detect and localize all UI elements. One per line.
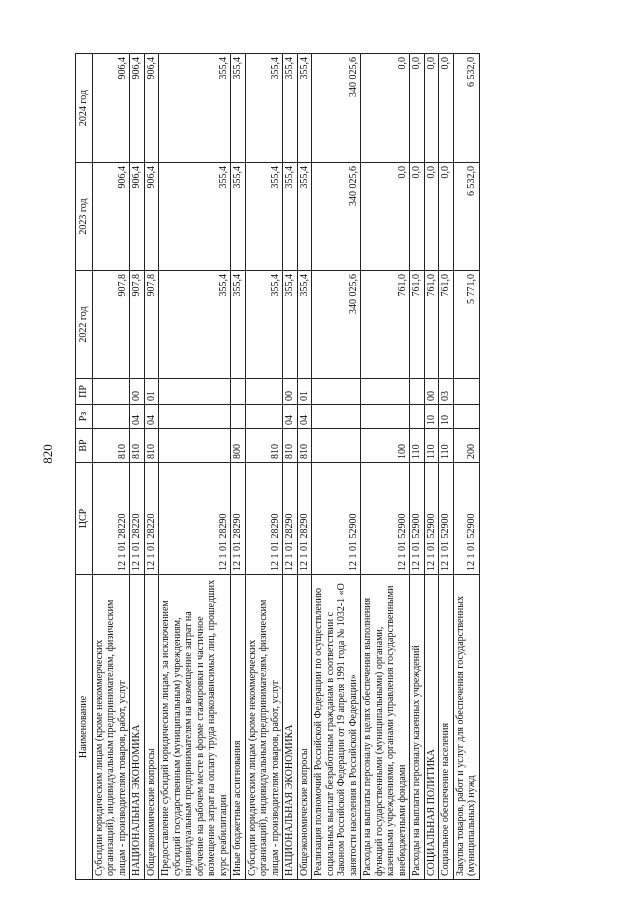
cell-vr bbox=[312, 429, 361, 463]
cell-2022: 340 025,6 bbox=[312, 271, 361, 379]
cell-2023: 6 532,0 bbox=[453, 163, 479, 271]
cell-name: Расходы на выплаты персоналу в целях обеспечения выполнения функций государственными (муниципальными) органами, казенными учреждениями, органами управления государственными внебюджетными фондами bbox=[361, 575, 410, 880]
cell-2022: 355,4 bbox=[231, 271, 246, 379]
table-row bbox=[297, 54, 312, 880]
cell-pr: 01 bbox=[297, 379, 312, 405]
cell-pr bbox=[231, 379, 246, 405]
cell-rz: 10 bbox=[424, 405, 439, 429]
cell-csr: 12 1 01 52900 bbox=[453, 463, 479, 575]
header-pr: ПР bbox=[76, 379, 93, 405]
cell-csr: 12 1 01 52900 bbox=[361, 463, 410, 575]
cell-vr: 810 bbox=[297, 429, 312, 463]
cell-2022: 907,8 bbox=[144, 271, 159, 379]
header-rz: Рз bbox=[76, 405, 93, 429]
table-row bbox=[92, 54, 130, 880]
cell-2023: 355,4 bbox=[245, 163, 283, 271]
table-row bbox=[312, 54, 361, 880]
cell-vr: 110 bbox=[439, 429, 454, 463]
cell-name: Социальное обеспечение населения bbox=[439, 575, 454, 880]
cell-name: Реализация полномочий Российской Федерации по осуществлению социальных выплат безработным гражданам в соответствии с Законом Российской Федерации от 19 апреля 1991 года № 1032-1 «О занятости населения в Российской Федерации» bbox=[312, 575, 361, 880]
cell-2024: 340 025,6 bbox=[312, 54, 361, 163]
cell-2024: 355,4 bbox=[245, 54, 283, 163]
page-number: 820 bbox=[40, 444, 55, 464]
cell-pr bbox=[410, 379, 425, 405]
cell-rz bbox=[361, 405, 410, 429]
cell-2024: 355,4 bbox=[159, 54, 231, 163]
table-row bbox=[361, 54, 410, 880]
cell-2022: 761,0 bbox=[439, 271, 454, 379]
cell-2024: 0,0 bbox=[424, 54, 439, 163]
budget-table bbox=[75, 53, 480, 880]
cell-vr: 100 bbox=[361, 429, 410, 463]
cell-rz bbox=[231, 405, 246, 429]
cell-2022: 761,0 bbox=[361, 271, 410, 379]
cell-2023: 906,4 bbox=[130, 163, 145, 271]
cell-vr: 810 bbox=[283, 429, 298, 463]
cell-2023: 340 025,6 bbox=[312, 163, 361, 271]
cell-vr: 810 bbox=[92, 429, 130, 463]
cell-rz: 04 bbox=[130, 405, 145, 429]
cell-rz bbox=[410, 405, 425, 429]
header-row bbox=[76, 54, 93, 880]
cell-2023: 906,4 bbox=[92, 163, 130, 271]
cell-2023: 355,4 bbox=[159, 163, 231, 271]
cell-2022: 907,8 bbox=[92, 271, 130, 379]
header-2022: 2022 год bbox=[76, 271, 93, 379]
cell-2023: 906,4 bbox=[144, 163, 159, 271]
cell-pr: 03 bbox=[439, 379, 454, 405]
cell-2022: 355,4 bbox=[159, 271, 231, 379]
cell-rz bbox=[453, 405, 479, 429]
table-row bbox=[144, 54, 159, 880]
cell-2024: 355,4 bbox=[231, 54, 246, 163]
cell-pr: 00 bbox=[283, 379, 298, 405]
table-row bbox=[453, 54, 479, 880]
cell-pr: 00 bbox=[130, 379, 145, 405]
cell-pr bbox=[453, 379, 479, 405]
cell-2024: 6 532,0 bbox=[453, 54, 479, 163]
table-row bbox=[410, 54, 425, 880]
header-2023: 2023 год bbox=[76, 163, 93, 271]
table-row bbox=[424, 54, 439, 880]
cell-name: НАЦИОНАЛЬНАЯ ЭКОНОМИКА bbox=[283, 575, 298, 880]
cell-pr bbox=[159, 379, 231, 405]
cell-rz bbox=[92, 405, 130, 429]
cell-name: Предоставление субсидий юридическим лицам, за исключением субсидий государственным (муниципальным) учреждениям, индивидуальным предпринимателям на возмещение затрат на обучение на рабочем месте в форме стажировки и частичное возмещение затрат на оплату труда наркозависимых лиц, прошедших курс реабилитации bbox=[159, 575, 231, 880]
table-row bbox=[159, 54, 231, 880]
cell-2022: 761,0 bbox=[410, 271, 425, 379]
cell-pr bbox=[92, 379, 130, 405]
cell-name: Закупка товаров, работ и услуг для обеспечения государственных (муниципальных) нужд bbox=[453, 575, 479, 880]
header-vr: ВР bbox=[76, 429, 93, 463]
cell-2023: 355,4 bbox=[231, 163, 246, 271]
cell-vr: 810 bbox=[144, 429, 159, 463]
cell-pr: 01 bbox=[144, 379, 159, 405]
cell-rz: 04 bbox=[297, 405, 312, 429]
cell-name: НАЦИОНАЛЬНАЯ ЭКОНОМИКА bbox=[130, 575, 145, 880]
cell-2023: 355,4 bbox=[283, 163, 298, 271]
cell-name: Субсидии юридическим лицам (кроме некоммерческих организаций), индивидуальным предпринимателям, физическим лицам - производителям товаров, работ, услуг bbox=[92, 575, 130, 880]
cell-rz: 04 bbox=[283, 405, 298, 429]
cell-2022: 355,4 bbox=[245, 271, 283, 379]
cell-vr: 110 bbox=[424, 429, 439, 463]
cell-2024: 0,0 bbox=[410, 54, 425, 163]
cell-rz bbox=[245, 405, 283, 429]
cell-2022: 5 771,0 bbox=[453, 271, 479, 379]
cell-csr: 12 1 01 28290 bbox=[231, 463, 246, 575]
cell-vr: 810 bbox=[245, 429, 283, 463]
cell-vr: 800 bbox=[231, 429, 246, 463]
cell-2022: 355,4 bbox=[283, 271, 298, 379]
cell-2024: 0,0 bbox=[361, 54, 410, 163]
cell-name: Субсидии юридическим лицам (кроме некоммерческих организаций), индивидуальным предпринимателям, физическим лицам - производителям товаров, работ, услуг bbox=[245, 575, 283, 880]
cell-2024: 906,4 bbox=[92, 54, 130, 163]
cell-rz bbox=[312, 405, 361, 429]
cell-csr: 12 1 01 52900 bbox=[439, 463, 454, 575]
cell-2023: 0,0 bbox=[410, 163, 425, 271]
cell-2024: 0,0 bbox=[439, 54, 454, 163]
cell-csr: 12 1 01 28290 bbox=[297, 463, 312, 575]
cell-name: Общеэкономические вопросы bbox=[144, 575, 159, 880]
cell-name: Иные бюджетные ассигнования bbox=[231, 575, 246, 880]
table-row bbox=[231, 54, 246, 880]
cell-2023: 0,0 bbox=[439, 163, 454, 271]
cell-vr bbox=[159, 429, 231, 463]
header-csr: ЦСР bbox=[76, 463, 93, 575]
cell-csr: 12 1 01 28220 bbox=[144, 463, 159, 575]
cell-2023: 0,0 bbox=[361, 163, 410, 271]
cell-csr: 12 1 01 28220 bbox=[130, 463, 145, 575]
cell-pr bbox=[361, 379, 410, 405]
cell-2024: 355,4 bbox=[283, 54, 298, 163]
rotated-table-container bbox=[75, 54, 559, 880]
table-row bbox=[245, 54, 283, 880]
cell-pr bbox=[245, 379, 283, 405]
cell-csr: 12 1 01 52900 bbox=[424, 463, 439, 575]
cell-2024: 355,4 bbox=[297, 54, 312, 163]
cell-2024: 906,4 bbox=[144, 54, 159, 163]
cell-2023: 355,4 bbox=[297, 163, 312, 271]
header-2024: 2024 год bbox=[76, 54, 93, 163]
table-row bbox=[283, 54, 298, 880]
cell-pr bbox=[312, 379, 361, 405]
cell-vr: 200 bbox=[453, 429, 479, 463]
header-name: Наименование bbox=[76, 575, 93, 880]
table-row bbox=[130, 54, 145, 880]
cell-name: СОЦИАЛЬНАЯ ПОЛИТИКА bbox=[424, 575, 439, 880]
cell-pr: 00 bbox=[424, 379, 439, 405]
cell-2022: 907,8 bbox=[130, 271, 145, 379]
table-row bbox=[439, 54, 454, 880]
cell-rz: 04 bbox=[144, 405, 159, 429]
cell-csr: 12 1 01 52900 bbox=[312, 463, 361, 575]
cell-csr: 12 1 01 52900 bbox=[410, 463, 425, 575]
cell-2022: 761,0 bbox=[424, 271, 439, 379]
cell-csr: 12 1 01 28290 bbox=[159, 463, 231, 575]
cell-csr: 12 1 01 28220 bbox=[92, 463, 130, 575]
cell-2022: 355,4 bbox=[297, 271, 312, 379]
cell-name: Расходы на выплаты персоналу казенных учреждений bbox=[410, 575, 425, 880]
cell-csr: 12 1 01 28290 bbox=[283, 463, 298, 575]
cell-rz bbox=[159, 405, 231, 429]
cell-rz: 10 bbox=[439, 405, 454, 429]
cell-name: Общеэкономические вопросы bbox=[297, 575, 312, 880]
cell-vr: 810 bbox=[130, 429, 145, 463]
cell-csr: 12 1 01 28290 bbox=[245, 463, 283, 575]
cell-2023: 0,0 bbox=[424, 163, 439, 271]
cell-vr: 110 bbox=[410, 429, 425, 463]
cell-2024: 906,4 bbox=[130, 54, 145, 163]
